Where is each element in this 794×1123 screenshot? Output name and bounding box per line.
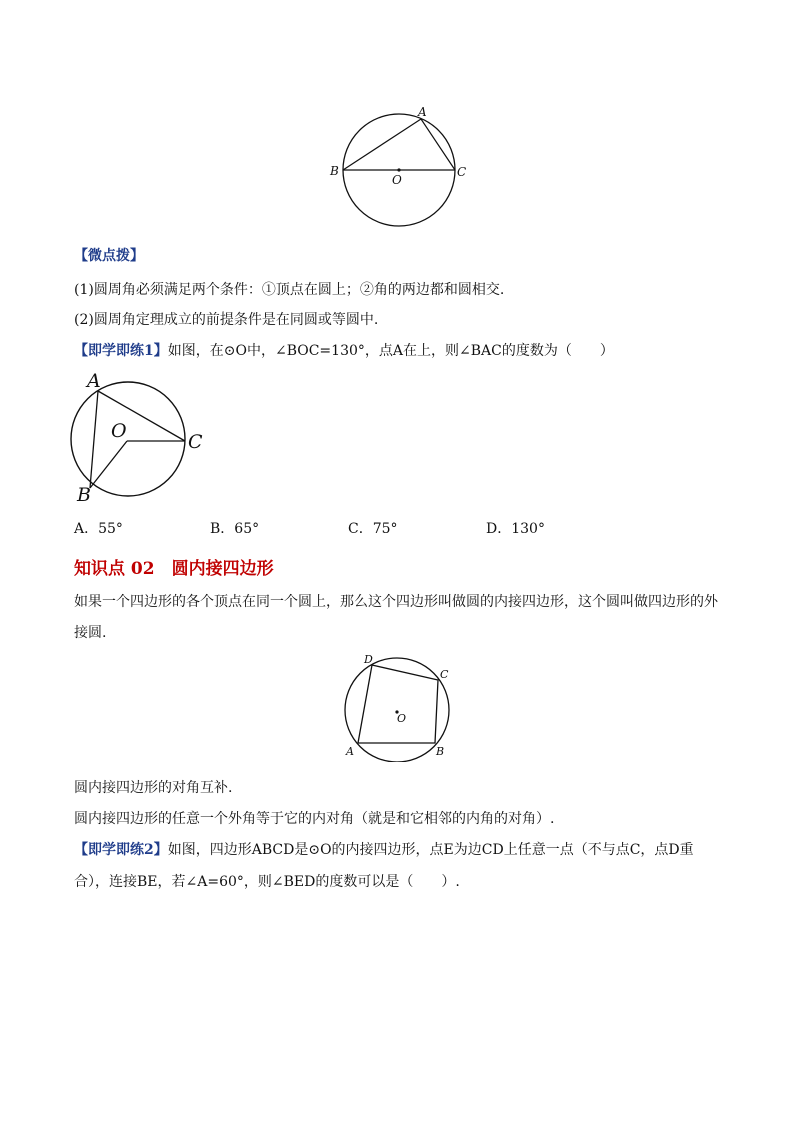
tip-line-1: (1)圆周角必须满足两个条件：①顶点在圆上；②角的两边都和圆相交. [74,282,505,298]
option-d[interactable]: D．130° [486,521,545,537]
property-2: 圆内接四边形的任意一个外角等于它的内对角（就是和它相邻的内角的对角）. [74,811,555,827]
exercise-1-tag: 【即学即练1】 [74,343,168,359]
exercise-2-line-2: 合），连接BE，若∠A=60°，则∠BED的度数可以是（ ）. [74,874,460,890]
tip-title: 【微点拨】 [74,248,144,264]
exercise-2-text-1: 如图，四边形ABCD是⊙O的内接四边形，点E为边CD上任意一点（不与点C，点D重 [167,842,694,858]
quadrilateral-abcd [358,665,438,743]
exercise-1-text: 如图，在⊙O中，∠BOC=130°，点A在上，则∠BAC的度数为（ ） [167,343,614,359]
segment-ba [343,119,421,170]
label-b: B [330,164,339,178]
exercise-2-tag: 【即学即练2】 [74,842,168,858]
exercise-2-line-1 [74,840,694,860]
label-o-3: O [397,712,407,725]
section-para-line-1: 如果一个四边形的各个顶点在同一个圆上，那么这个四边形叫做圆的内接四边形，这个圆叫做四边形的外 [74,594,718,610]
label-c-2: C [188,431,203,453]
circle-o-2 [71,382,185,496]
label-c: C [457,165,467,179]
label-b-2: B [77,484,91,506]
option-c[interactable]: C．75° [348,521,398,537]
label-a-2: A [87,370,101,392]
label-c-3: C [440,668,449,681]
label-b-3: B [436,745,445,758]
property-1: 圆内接四边形的对角互补. [74,780,233,796]
section-heading: 知识点 02 圆内接四边形 [74,559,274,579]
label-d-3: D [364,653,373,666]
exercise-1-line [74,341,614,361]
figure-exercise-1 [60,365,220,510]
label-o-2: O [111,420,127,442]
segment-ob [90,441,127,488]
label-o: O [392,173,402,187]
label-a: A [418,105,427,119]
option-b[interactable]: B．65° [210,521,260,537]
tip-line-2: (2)圆周角定理成立的前提条件是在同圆或等圆中. [74,312,379,328]
center-point-o [397,168,400,171]
option-a[interactable]: A．55° [74,521,123,537]
section-para-line-2: 接圆. [74,625,107,641]
circle-o-3 [345,658,449,762]
segment-ab [90,391,98,488]
segment-ac [421,119,455,170]
label-a-3: A [346,745,354,758]
figure-circle-triangle [320,100,480,235]
figure-cyclic-quadrilateral [330,650,470,762]
